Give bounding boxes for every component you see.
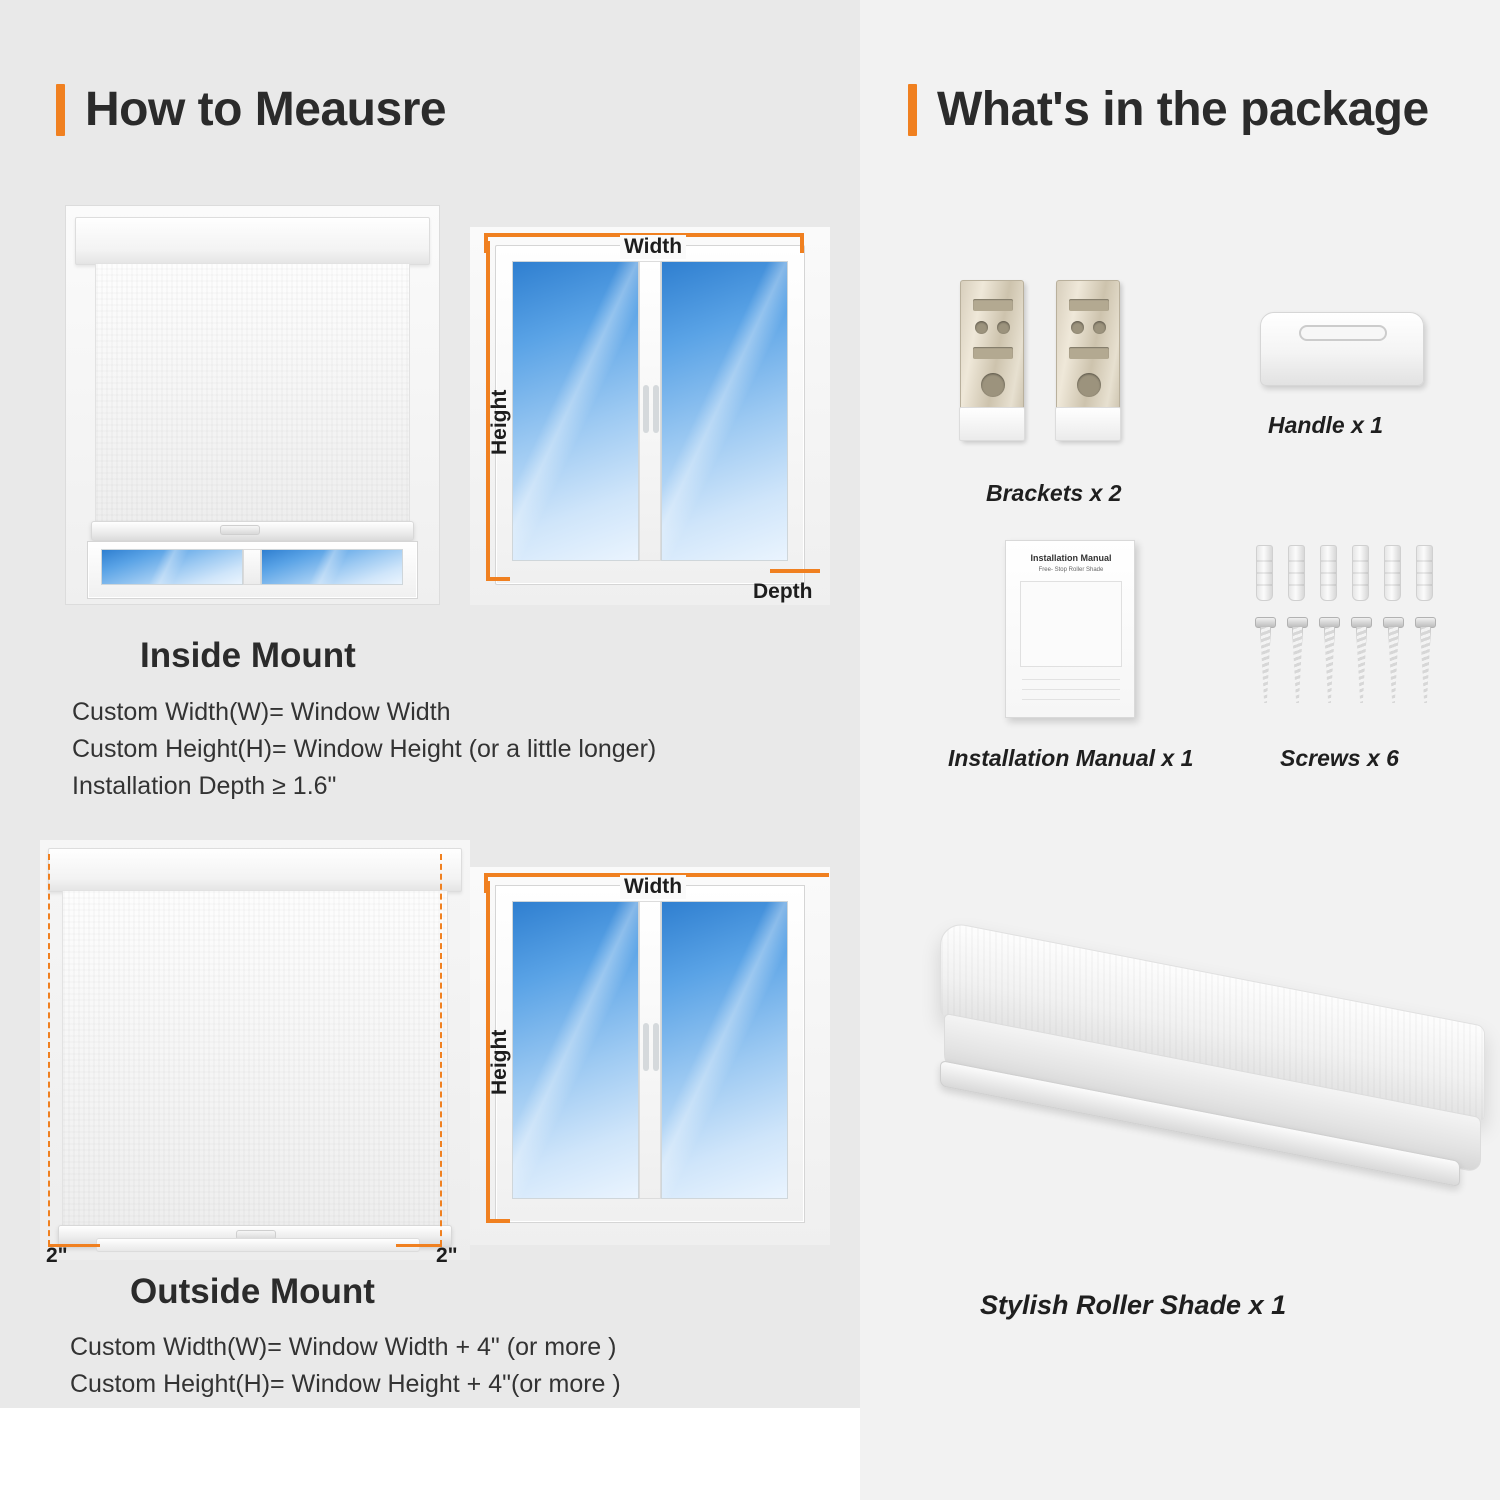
- anchor-2-icon: [1288, 545, 1305, 601]
- manual-cover-title: Installation Manual: [1030, 553, 1112, 563]
- outside-mount-name: Outside Mount: [130, 1272, 375, 1311]
- outside-mount-illustration: [40, 840, 470, 1267]
- outside-shade-fabric: [62, 890, 448, 1230]
- outside-height-label: Height: [488, 1029, 511, 1095]
- outside-measure-glass-left: [512, 901, 639, 1199]
- outside-height-tick-bottom: [486, 1219, 510, 1223]
- outside-mount-measure-diagram: [470, 845, 830, 1245]
- overhang-dash-left: [48, 854, 50, 1246]
- handle-icon: [1260, 312, 1424, 386]
- outside-sill: [96, 1238, 420, 1252]
- handle-illustration: [1250, 312, 1450, 402]
- overhang-label-right: 2": [436, 1244, 458, 1267]
- overhang-label-left: 2": [46, 1244, 68, 1267]
- window-mullion: [243, 549, 261, 585]
- bracket-2-icon: [1056, 280, 1120, 440]
- anchor-6-icon: [1416, 545, 1433, 601]
- outside-window-handle-left: [643, 1023, 649, 1071]
- outside-window-handle-right: [653, 1023, 659, 1071]
- left-footer-strip: [0, 1408, 860, 1500]
- roller-shade-label: Stylish Roller Shade x 1: [980, 1290, 1287, 1320]
- screw-4-icon: [1354, 617, 1369, 703]
- measure-glass-left: [512, 261, 639, 561]
- window-handle-left: [643, 385, 649, 433]
- outside-width-label: Width: [620, 875, 686, 899]
- overhang-dash-right: [440, 854, 442, 1246]
- package-title: [908, 82, 1429, 137]
- manual-illustration: [1005, 540, 1165, 730]
- bottom-bar-handle: [220, 525, 260, 535]
- inside-mount-name: Inside Mount: [140, 636, 356, 675]
- inside-spec-1: Custom Width(W)= Window Width: [72, 698, 451, 726]
- inside-mount-measure-diagram: [470, 205, 830, 605]
- brackets-label: Brackets x 2: [986, 480, 1122, 506]
- package-title-text: What's in the package: [937, 83, 1429, 136]
- manual-cover-subtitle: Free- Stop Roller Shade: [1038, 567, 1104, 573]
- inside-spec-2: Custom Height(H)= Window Height (or a little longer): [72, 735, 657, 763]
- depth-label: Depth: [753, 580, 813, 603]
- accent-bar-icon-2: [908, 84, 917, 136]
- bracket-1-icon: [960, 280, 1024, 440]
- outside-spec-1: Custom Width(W)= Window Width + 4" (or more ): [70, 1333, 617, 1361]
- anchor-3-icon: [1320, 545, 1337, 601]
- window-glass-right: [261, 549, 403, 585]
- inside-spec-3: Installation Depth ≥ 1.6": [72, 772, 337, 800]
- manual-label: Installation Manual x 1: [948, 745, 1194, 771]
- screw-5-icon: [1386, 617, 1401, 703]
- screw-3-icon: [1322, 617, 1337, 703]
- width-tick-right: [800, 233, 804, 253]
- depth-measure-line: [770, 569, 820, 573]
- outside-measure-glass-right: [661, 901, 788, 1199]
- window-glass-left: [101, 549, 243, 585]
- window-handle-right: [653, 385, 659, 433]
- handle-label: Handle x 1: [1268, 412, 1384, 438]
- screw-6-icon: [1418, 617, 1433, 703]
- how-to-measure-title-text: How to Meausre: [85, 83, 447, 136]
- brackets-illustration: [930, 280, 1190, 460]
- anchor-4-icon: [1352, 545, 1369, 601]
- anchor-5-icon: [1384, 545, 1401, 601]
- roller-shade-illustration: [850, 900, 1500, 1280]
- screws-illustration: [1250, 545, 1470, 715]
- head-rail: [75, 217, 430, 265]
- accent-bar-icon: [56, 84, 65, 136]
- screws-label: Screws x 6: [1280, 745, 1399, 771]
- height-tick-bottom: [486, 577, 510, 581]
- width-label: Width: [620, 235, 686, 259]
- screw-2-icon: [1290, 617, 1305, 703]
- installation-manual-icon: [1005, 540, 1135, 718]
- roller-shade-body: [940, 920, 1485, 1296]
- how-to-measure-title: [56, 82, 446, 137]
- outside-spec-2: Custom Height(H)= Window Height + 4"(or more ): [70, 1370, 621, 1398]
- anchor-1-icon: [1256, 545, 1273, 601]
- screw-1-icon: [1258, 617, 1273, 703]
- inside-mount-illustration: [65, 205, 440, 605]
- height-label: Height: [488, 389, 511, 455]
- outside-head-rail: [48, 848, 462, 892]
- shade-fabric: [95, 263, 410, 523]
- package-contents-panel: [860, 0, 1500, 1500]
- measure-glass-right: [661, 261, 788, 561]
